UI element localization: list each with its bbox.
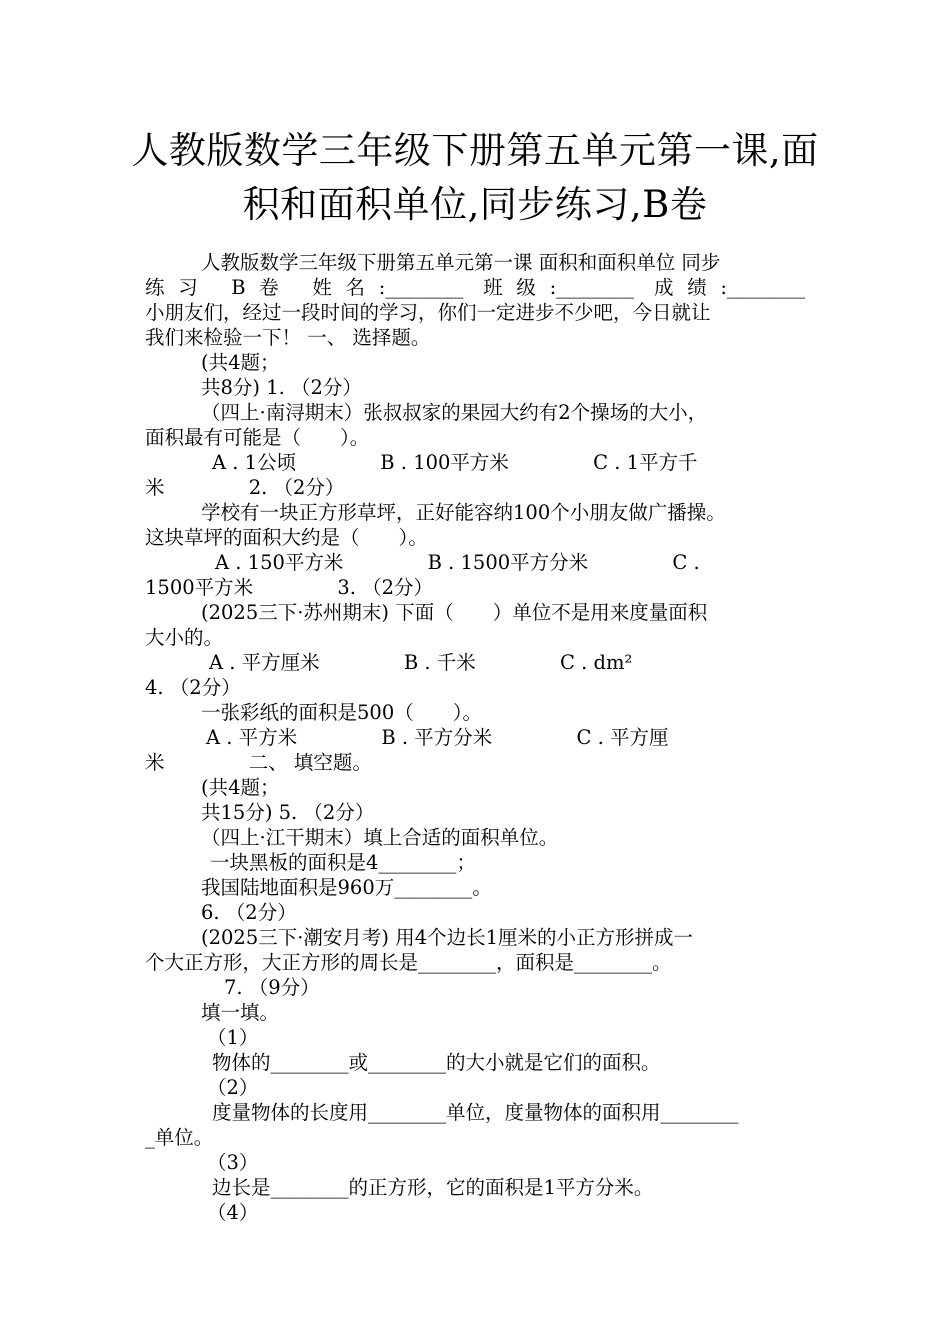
sub-question-text: 物体的________或________的大小就是它们的面积。: [212, 1051, 661, 1074]
question-text: 个大正方形，大正方形的周长是________，面积是________。: [145, 951, 672, 974]
document-title-line-1: 人教版数学三年级下册第五单元第一课,面: [131, 129, 819, 172]
section-count: (共4题；: [201, 776, 280, 799]
question-number: 米 2. （2分）: [145, 476, 345, 499]
question-text: 一张彩纸的面积是500（ ）。: [201, 701, 482, 724]
sub-question-number: （1）: [207, 1026, 259, 1049]
sub-question-text: 边长是________的正方形，它的面积是1平方分米。: [212, 1176, 654, 1199]
question-text: (2025三下·苏州期末) 下面（ ）单位不是用来度量面积: [201, 601, 708, 624]
answer-options: A . 150平方米 B . 1500平方分米 C .: [215, 551, 700, 574]
section-heading-fill: 米 二、 填空题。: [145, 751, 372, 774]
sub-question-number: （2）: [207, 1076, 259, 1099]
question-number: 6. （2分）: [201, 901, 297, 924]
answer-options: A . 平方厘米 B . 千米 C . dm²: [209, 651, 633, 674]
question-number: 4. （2分）: [145, 676, 241, 699]
section-count: (共4题；: [201, 351, 280, 374]
intro-line: 人教版数学三年级下册第五单元第一课 面积和面积单位 同步: [201, 251, 721, 274]
sub-question-text: _单位。: [145, 1126, 214, 1149]
sub-question-number: （4）: [207, 1201, 259, 1224]
question-text: 我国陆地面积是960万________。: [201, 876, 492, 899]
question-text: 填一填。: [201, 1001, 280, 1024]
answer-options: A . 1公顷 B . 100平方米 C . 1平方千: [212, 451, 698, 474]
question-text: （四上·江干期末）填上合适的面积单位。: [201, 826, 559, 849]
question-number: 7. （9分）: [224, 976, 320, 999]
question-text: 面积最有可能是（ ）。: [145, 426, 370, 449]
question-text: 这块草坪的面积大约是（ ）。: [145, 526, 428, 549]
document-title-line-2: 积和面积单位,同步练习,B卷: [242, 183, 708, 226]
question-number: 共8分) 1. （2分）: [201, 376, 362, 399]
sub-question-text: 度量物体的长度用________单位，度量物体的面积用________: [212, 1101, 739, 1124]
student-info-line: 练习 B卷 姓名:________ 班级:________ 成绩:________: [145, 276, 805, 299]
question-text: 大小的。: [145, 626, 224, 649]
answer-options: A . 平方米 B . 平方分米 C . 平方厘: [206, 726, 669, 749]
sub-question-number: （3）: [207, 1151, 259, 1174]
question-text: 一块黑板的面积是4________；: [210, 851, 476, 874]
section-heading-choice: 我们来检验一下！ 一、 选择题。: [145, 326, 431, 349]
question-text: （四上·南浔期末）张叔叔家的果园大约有2个操场的大小，: [201, 401, 708, 424]
question-text: 学校有一块正方形草坪，正好能容纳100个小朋友做广播操。: [201, 501, 726, 524]
question-text: (2025三下·潮安月考) 用4个边长1厘米的小正方形拼成一: [201, 926, 694, 949]
question-number: 1500平方米 3. （2分）: [145, 576, 434, 599]
question-number: 共15分) 5. （2分）: [201, 801, 375, 824]
intro-line: 小朋友们，经过一段时间的学习，你们一定进步不少吧，今日就让: [145, 301, 711, 324]
